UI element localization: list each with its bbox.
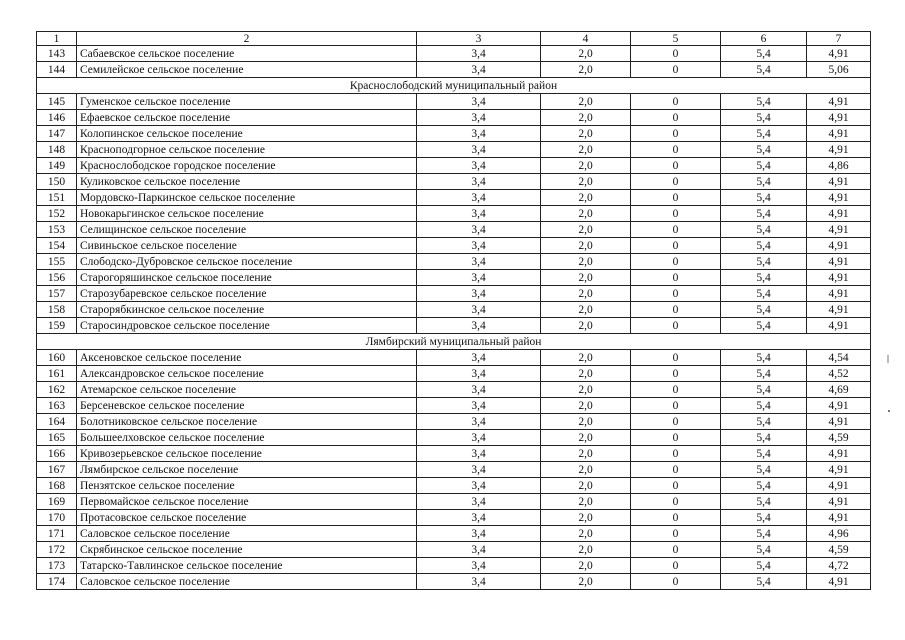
- table-row: [37, 222, 871, 238]
- value-cell: 0: [631, 558, 721, 574]
- value-cell: 2,0: [541, 222, 631, 238]
- value-cell: 5,4: [721, 478, 807, 494]
- settlement-name: Старогоряшинское сельское поселение: [77, 270, 417, 286]
- value-cell: 0: [631, 206, 721, 222]
- value-cell: 0: [631, 110, 721, 126]
- value-cell: 0: [631, 574, 721, 590]
- settlement-name: Татарско-Тавлинское сельское поселение: [77, 558, 417, 574]
- settlement-name: Колопинское сельское поселение: [77, 126, 417, 142]
- value-cell: 5,4: [721, 206, 807, 222]
- row-number: 166: [37, 446, 77, 462]
- value-cell: 3,4: [417, 462, 541, 478]
- value-cell: 5,4: [721, 446, 807, 462]
- value-cell: 3,4: [417, 494, 541, 510]
- row-number: 154: [37, 238, 77, 254]
- value-cell: 5,4: [721, 558, 807, 574]
- row-number: 160: [37, 350, 77, 366]
- value-cell: 2,0: [541, 510, 631, 526]
- settlement-name: Старорябкинское сельское поселение: [77, 302, 417, 318]
- table-body: [37, 32, 871, 590]
- settlement-name: Скрябинское сельское поселение: [77, 542, 417, 558]
- row-number: 163: [37, 398, 77, 414]
- value-cell: 3,4: [417, 446, 541, 462]
- row-number: 156: [37, 270, 77, 286]
- value-cell: 2,0: [541, 350, 631, 366]
- value-cell: 3,4: [417, 238, 541, 254]
- value-cell: 3,4: [417, 158, 541, 174]
- scan-speck: [887, 355, 889, 363]
- value-cell: 4,91: [807, 174, 871, 190]
- value-cell: 5,4: [721, 94, 807, 110]
- column-header: 3: [417, 32, 541, 46]
- settlement-name: Александровское сельское поселение: [77, 366, 417, 382]
- row-number: 167: [37, 462, 77, 478]
- row-number: 173: [37, 558, 77, 574]
- row-number: 164: [37, 414, 77, 430]
- value-cell: 5,4: [721, 46, 807, 62]
- row-number: 169: [37, 494, 77, 510]
- value-cell: 5,4: [721, 270, 807, 286]
- table-row: [37, 142, 871, 158]
- value-cell: 0: [631, 190, 721, 206]
- value-cell: 0: [631, 142, 721, 158]
- column-header: 1: [37, 32, 77, 46]
- table-row: [37, 478, 871, 494]
- settlement-name: Пензятское сельское поселение: [77, 478, 417, 494]
- value-cell: 4,91: [807, 222, 871, 238]
- settlement-name: Аксеновское сельское поселение: [77, 350, 417, 366]
- row-number: 159: [37, 318, 77, 334]
- value-cell: 0: [631, 382, 721, 398]
- value-cell: 2,0: [541, 62, 631, 78]
- row-number: 174: [37, 574, 77, 590]
- value-cell: 3,4: [417, 350, 541, 366]
- value-cell: 0: [631, 542, 721, 558]
- row-number: 155: [37, 254, 77, 270]
- value-cell: 2,0: [541, 126, 631, 142]
- table-row: [37, 446, 871, 462]
- value-cell: 5,4: [721, 494, 807, 510]
- settlement-name: Семилейское сельское поселение: [77, 62, 417, 78]
- value-cell: 3,4: [417, 574, 541, 590]
- settlement-name: Новокарьгинское сельское поселение: [77, 206, 417, 222]
- value-cell: 0: [631, 62, 721, 78]
- value-cell: 4,91: [807, 126, 871, 142]
- value-cell: 3,4: [417, 46, 541, 62]
- value-cell: 2,0: [541, 46, 631, 62]
- value-cell: 3,4: [417, 542, 541, 558]
- value-cell: 4,72: [807, 558, 871, 574]
- header-row: [37, 32, 871, 46]
- settlement-name: Краснослободское городское поселение: [77, 158, 417, 174]
- settlement-name: Сабаевское сельское поселение: [77, 46, 417, 62]
- settlement-name: Лямбирское сельское поселение: [77, 462, 417, 478]
- value-cell: 4,59: [807, 542, 871, 558]
- value-cell: 2,0: [541, 206, 631, 222]
- value-cell: 0: [631, 254, 721, 270]
- value-cell: 4,86: [807, 158, 871, 174]
- value-cell: 2,0: [541, 430, 631, 446]
- value-cell: 0: [631, 350, 721, 366]
- value-cell: 3,4: [417, 414, 541, 430]
- value-cell: 3,4: [417, 142, 541, 158]
- scan-speck: [888, 410, 890, 412]
- settlement-name: Мордовско-Паркинское сельское поселение: [77, 190, 417, 206]
- table-row: [37, 414, 871, 430]
- value-cell: 4,52: [807, 366, 871, 382]
- value-cell: 3,4: [417, 94, 541, 110]
- table-row: [37, 270, 871, 286]
- value-cell: 3,4: [417, 318, 541, 334]
- table-row: [37, 126, 871, 142]
- table-row: [37, 526, 871, 542]
- value-cell: 5,4: [721, 62, 807, 78]
- row-number: 146: [37, 110, 77, 126]
- value-cell: 4,91: [807, 318, 871, 334]
- row-number: 151: [37, 190, 77, 206]
- table-row: [37, 46, 871, 62]
- table-row: [37, 430, 871, 446]
- value-cell: 2,0: [541, 174, 631, 190]
- table-row: [37, 350, 871, 366]
- value-cell: 5,4: [721, 238, 807, 254]
- value-cell: 4,59: [807, 430, 871, 446]
- value-cell: 5,4: [721, 110, 807, 126]
- value-cell: 2,0: [541, 286, 631, 302]
- value-cell: 0: [631, 366, 721, 382]
- row-number: 153: [37, 222, 77, 238]
- column-header: 2: [77, 32, 417, 46]
- value-cell: 2,0: [541, 110, 631, 126]
- settlement-name: Селищинское сельское поселение: [77, 222, 417, 238]
- row-number: 162: [37, 382, 77, 398]
- settlement-name: Красноподгорное сельское поселение: [77, 142, 417, 158]
- value-cell: 0: [631, 302, 721, 318]
- section-row: [37, 78, 871, 94]
- settlement-name: Саловское сельское поселение: [77, 526, 417, 542]
- value-cell: 3,4: [417, 382, 541, 398]
- value-cell: 4,91: [807, 462, 871, 478]
- value-cell: 2,0: [541, 142, 631, 158]
- value-cell: 0: [631, 446, 721, 462]
- table-row: [37, 206, 871, 222]
- value-cell: 4,91: [807, 238, 871, 254]
- value-cell: 4,91: [807, 46, 871, 62]
- value-cell: 5,4: [721, 414, 807, 430]
- value-cell: 5,4: [721, 190, 807, 206]
- value-cell: 4,91: [807, 110, 871, 126]
- row-number: 170: [37, 510, 77, 526]
- value-cell: 2,0: [541, 526, 631, 542]
- value-cell: 3,4: [417, 366, 541, 382]
- row-number: 150: [37, 174, 77, 190]
- settlement-name: Первомайское сельское поселение: [77, 494, 417, 510]
- settlement-name: Большеелховское сельское поселение: [77, 430, 417, 446]
- value-cell: 4,91: [807, 302, 871, 318]
- settlement-name: Атемарское сельское поселение: [77, 382, 417, 398]
- settlement-name: Кривозерьевское сельское поселение: [77, 446, 417, 462]
- value-cell: 4,91: [807, 94, 871, 110]
- value-cell: 2,0: [541, 494, 631, 510]
- value-cell: 2,0: [541, 238, 631, 254]
- table-row: [37, 318, 871, 334]
- value-cell: 5,4: [721, 254, 807, 270]
- table-row: [37, 110, 871, 126]
- value-cell: 2,0: [541, 302, 631, 318]
- table-row: [37, 542, 871, 558]
- value-cell: 2,0: [541, 542, 631, 558]
- settlement-name: Куликовское сельское поселение: [77, 174, 417, 190]
- table-row: [37, 366, 871, 382]
- value-cell: 3,4: [417, 110, 541, 126]
- table-row: [37, 462, 871, 478]
- value-cell: 3,4: [417, 222, 541, 238]
- table-row: [37, 62, 871, 78]
- value-cell: 2,0: [541, 558, 631, 574]
- value-cell: 2,0: [541, 366, 631, 382]
- value-cell: 0: [631, 46, 721, 62]
- settlement-name: Гуменское сельское поселение: [77, 94, 417, 110]
- value-cell: 4,91: [807, 398, 871, 414]
- column-header: 4: [541, 32, 631, 46]
- section-title: Лямбирский муниципальный район: [37, 334, 871, 350]
- table-row: [37, 94, 871, 110]
- value-cell: 0: [631, 318, 721, 334]
- value-cell: 5,4: [721, 526, 807, 542]
- value-cell: 5,4: [721, 542, 807, 558]
- settlement-name: Болотниковское сельское поселение: [77, 414, 417, 430]
- row-number: 149: [37, 158, 77, 174]
- value-cell: 3,4: [417, 126, 541, 142]
- value-cell: 4,91: [807, 270, 871, 286]
- value-cell: 2,0: [541, 158, 631, 174]
- value-cell: 2,0: [541, 398, 631, 414]
- value-cell: 3,4: [417, 254, 541, 270]
- table-row: [37, 302, 871, 318]
- value-cell: 3,4: [417, 302, 541, 318]
- value-cell: 5,4: [721, 462, 807, 478]
- value-cell: 2,0: [541, 446, 631, 462]
- value-cell: 3,4: [417, 174, 541, 190]
- value-cell: 0: [631, 526, 721, 542]
- value-cell: 5,4: [721, 574, 807, 590]
- value-cell: 2,0: [541, 478, 631, 494]
- value-cell: 0: [631, 414, 721, 430]
- settlement-name: Берсеневское сельское поселение: [77, 398, 417, 414]
- value-cell: 0: [631, 270, 721, 286]
- row-number: 172: [37, 542, 77, 558]
- value-cell: 0: [631, 174, 721, 190]
- value-cell: 4,91: [807, 494, 871, 510]
- value-cell: 5,06: [807, 62, 871, 78]
- value-cell: 3,4: [417, 478, 541, 494]
- value-cell: 5,4: [721, 174, 807, 190]
- settlement-name: Ефаевское сельское поселение: [77, 110, 417, 126]
- value-cell: 5,4: [721, 366, 807, 382]
- value-cell: 3,4: [417, 398, 541, 414]
- value-cell: 0: [631, 494, 721, 510]
- row-number: 148: [37, 142, 77, 158]
- value-cell: 3,4: [417, 190, 541, 206]
- value-cell: 0: [631, 158, 721, 174]
- column-header: 6: [721, 32, 807, 46]
- row-number: 171: [37, 526, 77, 542]
- value-cell: 5,4: [721, 350, 807, 366]
- value-cell: 5,4: [721, 510, 807, 526]
- value-cell: 3,4: [417, 526, 541, 542]
- value-cell: 4,91: [807, 286, 871, 302]
- value-cell: 4,91: [807, 254, 871, 270]
- table-row: [37, 510, 871, 526]
- row-number: 168: [37, 478, 77, 494]
- value-cell: 4,91: [807, 206, 871, 222]
- value-cell: 4,91: [807, 190, 871, 206]
- table-row: [37, 382, 871, 398]
- section-row: [37, 334, 871, 350]
- settlement-name: Слободско-Дубровское сельское поселение: [77, 254, 417, 270]
- table-row: [37, 574, 871, 590]
- tariff-table: [36, 31, 871, 590]
- settlement-name: Протасовское сельское поселение: [77, 510, 417, 526]
- value-cell: 4,91: [807, 478, 871, 494]
- value-cell: 2,0: [541, 254, 631, 270]
- value-cell: 5,4: [721, 142, 807, 158]
- value-cell: 5,4: [721, 286, 807, 302]
- value-cell: 2,0: [541, 318, 631, 334]
- row-number: 158: [37, 302, 77, 318]
- value-cell: 2,0: [541, 462, 631, 478]
- row-number: 161: [37, 366, 77, 382]
- value-cell: 0: [631, 478, 721, 494]
- settlement-name: Саловское сельское поселение: [77, 574, 417, 590]
- table-row: [37, 190, 871, 206]
- value-cell: 5,4: [721, 318, 807, 334]
- value-cell: 3,4: [417, 510, 541, 526]
- value-cell: 4,91: [807, 414, 871, 430]
- row-number: 143: [37, 46, 77, 62]
- settlement-name: Старосиндровское сельское поселение: [77, 318, 417, 334]
- value-cell: 0: [631, 398, 721, 414]
- table-row: [37, 238, 871, 254]
- value-cell: 4,69: [807, 382, 871, 398]
- value-cell: 3,4: [417, 286, 541, 302]
- table-row: [37, 398, 871, 414]
- column-header: 5: [631, 32, 721, 46]
- value-cell: 0: [631, 94, 721, 110]
- row-number: 152: [37, 206, 77, 222]
- table-row: [37, 286, 871, 302]
- value-cell: 5,4: [721, 158, 807, 174]
- row-number: 144: [37, 62, 77, 78]
- value-cell: 0: [631, 510, 721, 526]
- table-row: [37, 494, 871, 510]
- value-cell: 2,0: [541, 574, 631, 590]
- section-title: Краснослободский муниципальный район: [37, 78, 871, 94]
- settlement-name: Старозубаревское сельское поселение: [77, 286, 417, 302]
- value-cell: 2,0: [541, 382, 631, 398]
- value-cell: 0: [631, 286, 721, 302]
- value-cell: 5,4: [721, 126, 807, 142]
- value-cell: 4,91: [807, 574, 871, 590]
- value-cell: 0: [631, 462, 721, 478]
- value-cell: 5,4: [721, 382, 807, 398]
- value-cell: 3,4: [417, 558, 541, 574]
- value-cell: 4,54: [807, 350, 871, 366]
- value-cell: 2,0: [541, 190, 631, 206]
- value-cell: 5,4: [721, 398, 807, 414]
- value-cell: 3,4: [417, 270, 541, 286]
- value-cell: 0: [631, 126, 721, 142]
- value-cell: 4,91: [807, 446, 871, 462]
- row-number: 157: [37, 286, 77, 302]
- value-cell: 3,4: [417, 206, 541, 222]
- value-cell: 2,0: [541, 270, 631, 286]
- value-cell: 3,4: [417, 62, 541, 78]
- column-header: 7: [807, 32, 871, 46]
- settlement-name: Сивиньское сельское поселение: [77, 238, 417, 254]
- table-row: [37, 158, 871, 174]
- value-cell: 5,4: [721, 222, 807, 238]
- table-row: [37, 558, 871, 574]
- value-cell: 5,4: [721, 430, 807, 446]
- value-cell: 0: [631, 430, 721, 446]
- row-number: 145: [37, 94, 77, 110]
- table-row: [37, 174, 871, 190]
- value-cell: 2,0: [541, 94, 631, 110]
- row-number: 147: [37, 126, 77, 142]
- value-cell: 4,96: [807, 526, 871, 542]
- table-row: [37, 254, 871, 270]
- value-cell: 5,4: [721, 302, 807, 318]
- value-cell: 2,0: [541, 414, 631, 430]
- value-cell: 3,4: [417, 430, 541, 446]
- value-cell: 4,91: [807, 510, 871, 526]
- value-cell: 0: [631, 222, 721, 238]
- row-number: 165: [37, 430, 77, 446]
- value-cell: 0: [631, 238, 721, 254]
- value-cell: 4,91: [807, 142, 871, 158]
